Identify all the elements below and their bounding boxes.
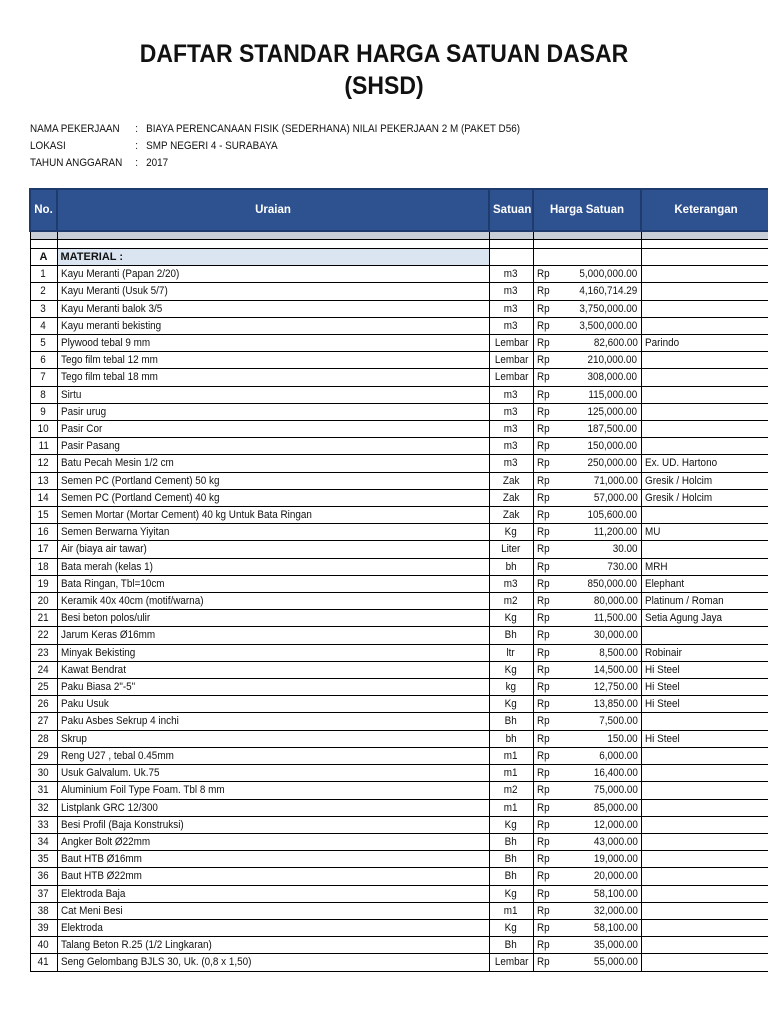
row-harga: 7,500.00	[598, 715, 638, 728]
row-uraian: Besi beton polos/ulir	[60, 612, 150, 625]
row-keterangan: Hi Steel	[644, 698, 680, 711]
row-harga: 730.00	[607, 560, 638, 573]
row-currency: Rp	[536, 749, 550, 762]
table-row	[30, 747, 768, 764]
row-no: 9	[40, 405, 47, 418]
row-satuan: m1	[504, 749, 518, 762]
row-harga: 13,850.00	[593, 698, 638, 711]
row-currency: Rp	[536, 956, 550, 969]
row-satuan: Lembar	[494, 354, 528, 367]
row-harga: 57,000.00	[593, 491, 638, 504]
row-satuan: m1	[504, 904, 518, 917]
row-keterangan: Elephant	[644, 577, 684, 590]
row-satuan: m3	[504, 268, 518, 281]
row-uraian: Plywood tebal 9 mm	[60, 337, 150, 350]
row-satuan: m3	[504, 285, 518, 298]
row-currency: Rp	[536, 767, 550, 780]
row-no: 24	[37, 663, 50, 676]
row-uraian: Paku Biasa 2"-5"	[60, 681, 135, 694]
row-no: 41	[37, 956, 50, 969]
info-colon: :	[135, 157, 139, 169]
row-currency: Rp	[536, 354, 550, 367]
row-uraian: Elektroda Baja	[60, 887, 125, 900]
row-uraian: Baut HTB Ø22mm	[60, 870, 142, 883]
row-uraian: Baut HTB Ø16mm	[60, 853, 142, 866]
row-satuan: bh	[505, 560, 517, 573]
row-no: 28	[37, 732, 50, 745]
row-harga: 5,000,000.00	[579, 268, 638, 281]
section-title: MATERIAL :	[57, 249, 489, 266]
row-satuan: m3	[504, 388, 518, 401]
row-satuan: kg	[505, 681, 517, 694]
row-harga: 187,500.00	[587, 423, 638, 436]
page-title: DAFTAR STANDAR HARGA SATUAN DASAR	[139, 40, 629, 68]
row-harga: 71,000.00	[593, 474, 638, 487]
info-colon: :	[135, 140, 139, 152]
info-nama-pekerjaan	[30, 123, 520, 135]
row-satuan: m3	[504, 457, 518, 470]
row-satuan: Bh	[504, 629, 518, 642]
row-uraian: Semen Mortar (Mortar Cement) 40 kg Untuk Bata Ringan	[60, 509, 312, 522]
row-harga: 4,160,714.29	[579, 285, 638, 298]
row-harga: 105,600.00	[587, 509, 638, 522]
table-row	[30, 541, 768, 558]
row-satuan: Zak	[502, 509, 520, 522]
table-row	[30, 489, 768, 506]
row-currency: Rp	[536, 474, 550, 487]
row-no: 14	[37, 491, 50, 504]
row-no: 38	[37, 904, 50, 917]
row-currency: Rp	[536, 853, 550, 866]
row-keterangan: Hi Steel	[644, 732, 680, 745]
row-no: 4	[40, 319, 47, 332]
row-no: 33	[37, 818, 50, 831]
row-no: 12	[37, 457, 50, 470]
row-satuan: m2	[504, 784, 518, 797]
row-no: 13	[37, 474, 50, 487]
table-row	[30, 713, 768, 730]
row-currency: Rp	[536, 268, 550, 281]
row-satuan: Kg	[504, 818, 518, 831]
row-satuan: Kg	[504, 921, 518, 934]
row-currency: Rp	[536, 302, 550, 315]
table-row	[30, 644, 768, 661]
row-currency: Rp	[536, 732, 550, 745]
table-row	[30, 954, 768, 971]
row-satuan: Kg	[504, 526, 518, 539]
row-uraian: Minyak Bekisting	[60, 646, 135, 659]
row-harga: 30.00	[612, 543, 638, 556]
row-uraian: Keramik 40x 40cm (motif/warna)	[60, 595, 203, 608]
info-value: BIAYA PERENCANAAN FISIK (SEDERHANA) NILAI PEKERJAAN 2 M (PAKET D56)	[146, 123, 521, 135]
row-keterangan: Parindo	[644, 337, 679, 350]
row-no: 34	[37, 835, 50, 848]
row-harga: 14,500.00	[593, 663, 638, 676]
table-row	[30, 937, 768, 954]
info-label: TAHUN ANGGARAN	[30, 157, 123, 169]
row-no: 7	[40, 371, 47, 384]
row-keterangan: MU	[644, 526, 660, 539]
row-currency: Rp	[536, 457, 550, 470]
row-uraian: Pasir urug	[60, 405, 106, 418]
row-currency: Rp	[536, 319, 550, 332]
table-row	[30, 438, 768, 455]
row-satuan: m3	[504, 405, 518, 418]
row-no: 26	[37, 698, 50, 711]
row-currency: Rp	[536, 491, 550, 504]
row-currency: Rp	[536, 509, 550, 522]
table-row	[30, 868, 768, 885]
row-uraian: Tego film tebal 12 mm	[60, 354, 158, 367]
header-uraian: Uraian	[57, 189, 489, 231]
row-harga: 12,000.00	[593, 818, 638, 831]
row-currency: Rp	[536, 904, 550, 917]
row-harga: 308,000.00	[587, 371, 638, 384]
row-uraian: Talang Beton R.25 (1/2 Lingkaran)	[60, 939, 212, 952]
row-currency: Rp	[536, 526, 550, 539]
row-currency: Rp	[536, 388, 550, 401]
row-currency: Rp	[536, 784, 550, 797]
row-uraian: Kayu meranti bekisting	[60, 319, 161, 332]
table-row	[30, 575, 768, 592]
header-satuan: Satuan	[489, 189, 533, 231]
page-subtitle: (SHSD)	[344, 72, 424, 100]
row-satuan: Bh	[504, 835, 518, 848]
row-uraian: Seng Gelombang BJLS 30, Uk. (0,8 x 1,50)	[60, 956, 251, 969]
row-satuan: m3	[504, 577, 518, 590]
row-keterangan: MRH	[644, 560, 668, 573]
row-currency: Rp	[536, 440, 550, 453]
row-currency: Rp	[536, 663, 550, 676]
row-no: 22	[37, 629, 50, 642]
row-uraian: Batu Pecah Mesin 1/2 cm	[60, 457, 174, 470]
table-row	[30, 335, 768, 352]
row-harga: 75,000.00	[593, 784, 638, 797]
section-code: A	[30, 249, 57, 266]
row-harga: 250,000.00	[587, 457, 638, 470]
row-satuan: bh	[505, 732, 517, 745]
spacer-row	[30, 231, 768, 240]
row-harga: 43,000.00	[593, 835, 638, 848]
row-uraian: Listplank GRC 12/300	[60, 801, 158, 814]
row-satuan: Kg	[504, 663, 518, 676]
row-uraian: Pasir Pasang	[60, 440, 120, 453]
row-currency: Rp	[536, 887, 550, 900]
row-keterangan: Platinum / Roman	[644, 595, 724, 608]
info-value: 2017	[146, 157, 169, 169]
row-currency: Rp	[536, 629, 550, 642]
table-row	[30, 317, 768, 334]
row-no: 35	[37, 853, 50, 866]
row-satuan: Zak	[502, 474, 520, 487]
row-satuan: m2	[504, 595, 518, 608]
row-no: 16	[37, 526, 50, 539]
row-currency: Rp	[536, 423, 550, 436]
row-harga: 12,750.00	[593, 681, 638, 694]
info-label: NAMA PEKERJAAN	[30, 123, 120, 135]
row-keterangan: Gresik / Holcim	[644, 474, 712, 487]
spacer-row	[30, 240, 768, 249]
table-row	[30, 730, 768, 747]
row-harga: 115,000.00	[588, 388, 638, 401]
table-row	[30, 661, 768, 678]
row-keterangan: Hi Steel	[644, 663, 680, 676]
row-no: 31	[37, 784, 50, 797]
row-no: 40	[37, 939, 50, 952]
row-currency: Rp	[536, 715, 550, 728]
row-no: 17	[37, 543, 50, 556]
row-harga: 8,500.00	[598, 646, 638, 659]
row-no: 10	[37, 423, 50, 436]
table-row	[30, 421, 768, 438]
row-uraian: Paku Asbes Sekrup 4 inchi	[60, 715, 179, 728]
row-currency: Rp	[536, 698, 550, 711]
row-keterangan: Ex. UD. Hartono	[644, 457, 717, 470]
table-row	[30, 902, 768, 919]
row-harga: 11,500.00	[594, 612, 638, 625]
row-no: 23	[37, 646, 50, 659]
table-row	[30, 885, 768, 902]
row-uraian: Reng U27 , tebal 0.45mm	[60, 749, 174, 762]
row-satuan: Bh	[504, 853, 518, 866]
row-no: 29	[37, 749, 50, 762]
row-uraian: Pasir Cor	[60, 423, 102, 436]
row-no: 21	[37, 612, 50, 625]
row-uraian: Bata Ringan, Tbl=10cm	[60, 577, 165, 590]
row-uraian: Kayu Meranti (Papan 2/20)	[60, 268, 179, 281]
row-uraian: Air (biaya air tawar)	[60, 543, 147, 556]
row-satuan: m1	[504, 801, 518, 814]
row-satuan: Lembar	[494, 371, 528, 384]
row-currency: Rp	[536, 818, 550, 831]
row-currency: Rp	[536, 560, 550, 573]
table-row	[30, 300, 768, 317]
row-currency: Rp	[536, 646, 550, 659]
row-currency: Rp	[536, 595, 550, 608]
table-row	[30, 472, 768, 489]
row-harga: 82,600.00	[593, 337, 638, 350]
row-no: 18	[37, 560, 50, 573]
row-currency: Rp	[536, 612, 550, 625]
row-currency: Rp	[536, 921, 550, 934]
row-uraian: Semen PC (Portland Cement) 40 kg	[60, 491, 219, 504]
table-row	[30, 507, 768, 524]
row-satuan: Liter	[501, 543, 521, 556]
row-currency: Rp	[536, 939, 550, 952]
row-currency: Rp	[536, 337, 550, 350]
info-colon: :	[135, 123, 139, 135]
row-satuan: ltr	[506, 646, 516, 659]
row-harga: 20,000.00	[593, 870, 638, 883]
row-uraian: Elektroda	[60, 921, 103, 934]
row-harga: 125,000.00	[587, 405, 638, 418]
row-no: 25	[37, 681, 50, 694]
table-row	[30, 593, 768, 610]
row-currency: Rp	[536, 801, 550, 814]
row-harga: 30,000.00	[593, 629, 638, 642]
table-row	[30, 455, 768, 472]
row-uraian: Kayu Meranti (Usuk 5/7)	[60, 285, 168, 298]
row-satuan: Lembar	[494, 337, 528, 350]
row-no: 6	[40, 354, 47, 367]
info-label: LOKASI	[30, 140, 66, 152]
row-satuan: Zak	[502, 491, 520, 504]
row-no: 19	[37, 577, 50, 590]
row-harga: 58,100.00	[593, 887, 638, 900]
table-row	[30, 919, 768, 936]
row-uraian: Angker Bolt Ø22mm	[60, 835, 150, 848]
row-no: 37	[37, 887, 50, 900]
row-no: 8	[40, 388, 47, 401]
row-uraian: Semen Berwarna Yiyitan	[60, 526, 169, 539]
row-currency: Rp	[536, 405, 550, 418]
table-row	[30, 386, 768, 403]
row-no: 3	[40, 302, 47, 315]
row-currency: Rp	[536, 371, 550, 384]
row-uraian: Paku Usuk	[60, 698, 109, 711]
row-satuan: Bh	[504, 715, 518, 728]
table-row	[30, 610, 768, 627]
table-row	[30, 283, 768, 300]
row-harga: 35,000.00	[593, 939, 638, 952]
row-currency: Rp	[536, 870, 550, 883]
row-currency: Rp	[536, 835, 550, 848]
row-no: 5	[40, 337, 47, 350]
row-keterangan: Robinair	[644, 646, 682, 659]
row-harga: 55,000.00	[593, 956, 638, 969]
row-no: 39	[37, 921, 50, 934]
row-no: 11	[38, 440, 49, 453]
row-harga: 6,000.00	[598, 749, 638, 762]
row-satuan: m3	[504, 423, 518, 436]
row-no: 32	[37, 801, 50, 814]
section-row	[30, 249, 768, 266]
table-row	[30, 369, 768, 386]
header-no: No.	[30, 189, 57, 231]
table-row	[30, 696, 768, 713]
row-harga: 210,000.00	[587, 354, 638, 367]
table-row	[30, 799, 768, 816]
table-row	[30, 765, 768, 782]
row-satuan: m3	[504, 302, 518, 315]
row-currency: Rp	[536, 285, 550, 298]
row-currency: Rp	[536, 543, 550, 556]
table-row	[30, 679, 768, 696]
row-harga: 3,750,000.00	[579, 302, 638, 315]
row-harga: 58,100.00	[593, 921, 638, 934]
row-satuan: Bh	[504, 870, 518, 883]
row-no: 1	[40, 268, 47, 281]
row-no: 15	[37, 509, 50, 522]
row-uraian: Aluminium Foil Type Foam. Tbl 8 mm	[60, 784, 225, 797]
row-no: 30	[37, 767, 50, 780]
row-harga: 85,000.00	[593, 801, 638, 814]
row-harga: 80,000.00	[593, 595, 638, 608]
row-satuan: m1	[504, 767, 518, 780]
table-row	[30, 266, 768, 283]
table-row	[30, 352, 768, 369]
row-currency: Rp	[536, 577, 550, 590]
row-keterangan: Hi Steel	[644, 681, 680, 694]
price-table	[29, 188, 768, 972]
table-row	[30, 558, 768, 575]
table-row	[30, 627, 768, 644]
table-row	[30, 524, 768, 541]
row-harga: 150,000.00	[587, 440, 638, 453]
row-uraian: Skrup	[60, 732, 87, 745]
row-uraian: Besi Profil (Baja Konstruksi)	[60, 818, 184, 831]
row-harga: 16,400.00	[593, 767, 638, 780]
row-no: 27	[37, 715, 50, 728]
table-row	[30, 851, 768, 868]
row-keterangan: Gresik / Holcim	[644, 491, 712, 504]
row-keterangan: Setia Agung Jaya	[644, 612, 722, 625]
table-row	[30, 816, 768, 833]
row-satuan: Kg	[504, 612, 518, 625]
table-row	[30, 403, 768, 420]
row-no: 20	[37, 595, 50, 608]
row-uraian: Cat Meni Besi	[60, 904, 123, 917]
row-satuan: Lembar	[494, 956, 528, 969]
row-uraian: Tego film tebal 18 mm	[60, 371, 158, 384]
row-satuan: Kg	[504, 698, 518, 711]
info-value: SMP NEGERI 4 - SURABAYA	[146, 140, 278, 152]
row-uraian: Sirtu	[60, 388, 81, 401]
row-satuan: m3	[504, 319, 518, 332]
info-lokasi	[30, 140, 278, 152]
row-satuan: Kg	[504, 887, 518, 900]
header-harga-satuan: Harga Satuan	[533, 189, 641, 231]
row-uraian: Bata merah (kelas 1)	[60, 560, 153, 573]
row-currency: Rp	[536, 681, 550, 694]
row-harga: 850,000.00	[587, 577, 638, 590]
info-tahun-anggaran	[30, 157, 168, 169]
row-uraian: Semen PC (Portland Cement) 50 kg	[60, 474, 219, 487]
table-header-row	[30, 189, 768, 231]
row-uraian: Kawat Bendrat	[60, 663, 126, 676]
row-harga: 32,000.00	[593, 904, 638, 917]
row-uraian: Usuk Galvalum. Uk.75	[60, 767, 159, 780]
table-row	[30, 782, 768, 799]
row-harga: 3,500,000.00	[579, 319, 638, 332]
header-keterangan: Keterangan	[641, 189, 768, 231]
row-harga: 11,200.00	[594, 526, 638, 539]
row-satuan: Bh	[504, 939, 518, 952]
row-no: 36	[37, 870, 50, 883]
row-harga: 150.00	[607, 732, 638, 745]
row-uraian: Jarum Keras Ø16mm	[60, 629, 155, 642]
row-no: 2	[40, 285, 47, 298]
row-satuan: m3	[504, 440, 518, 453]
row-uraian: Kayu Meranti balok 3/5	[60, 302, 162, 315]
row-harga: 19,000.00	[593, 853, 638, 866]
table-row	[30, 833, 768, 850]
